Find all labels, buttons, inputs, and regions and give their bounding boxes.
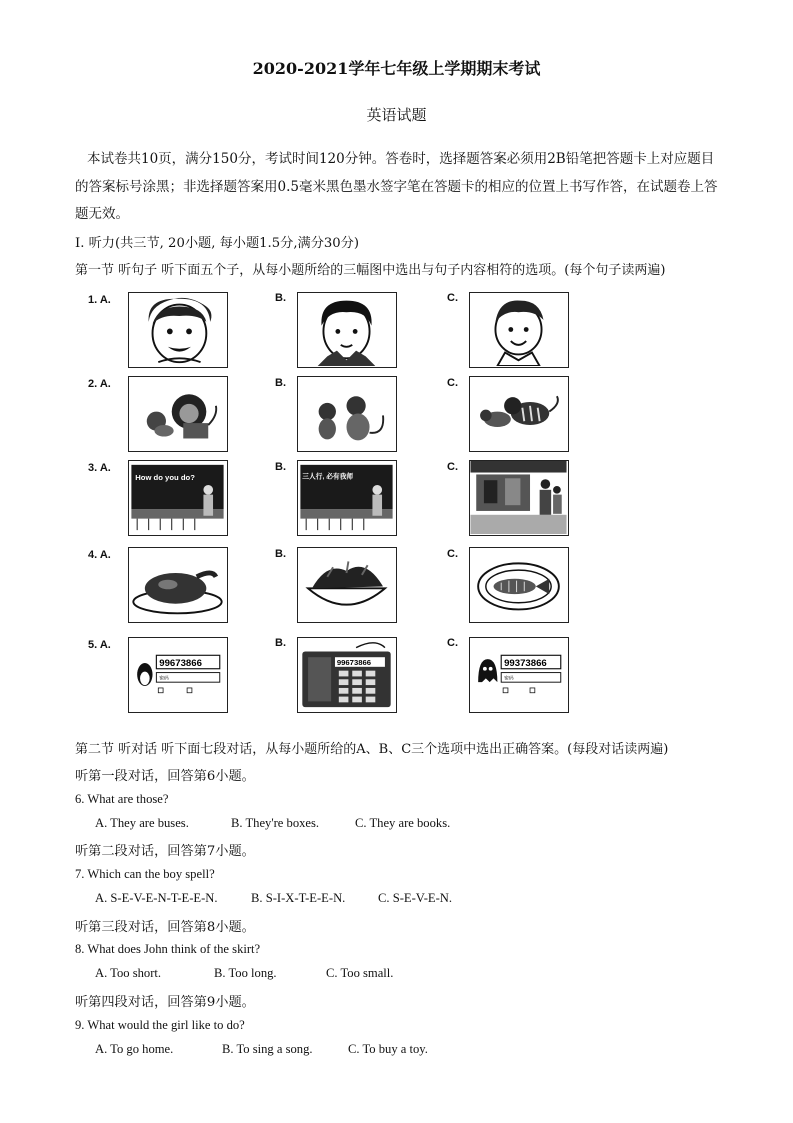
row4-label-b: B. <box>275 548 286 560</box>
q6-option-b[interactable]: B. They're boxes. <box>231 816 320 830</box>
question-6: 6. What are those? <box>75 792 169 806</box>
page-title: 2020-2021学年七年级上学期期末考试 <box>252 59 541 78</box>
row2-label-a: 2. A. <box>88 378 111 390</box>
question-7: 7. Which can the boy spell? <box>75 867 215 881</box>
part1-heading: I. 听力(共三节, 20小题, 每小题1.5分,满分30分) <box>75 236 360 251</box>
row3-label-c: C. <box>447 461 458 473</box>
password-c-label: 密码 <box>504 676 514 682</box>
q9-option-a[interactable]: A. To go home. <box>95 1042 174 1056</box>
exam-instructions: 本试卷共10页，满分150分，考试时间120分钟。答卷时，选择题答案必须用2B铅笔把答题卡上对应题目的答案标号涂黑；非选择题答案用0.5毫米黑色墨水签字笔在答题卡的相应的位置上书写作答，在试题卷上答题无效。 <box>75 151 718 222</box>
row1-label-a: 1. A. <box>88 294 111 306</box>
phone-b-number: 99673866 <box>336 657 372 667</box>
picture-2c-tigers <box>469 376 569 452</box>
picture-1c-collar-boy <box>469 292 569 368</box>
section2-heading: 第二节 听对话 听下面七段对话，从每小题所给的A、B、C三个选项中选出正确答案。(每段对话读两遍) <box>75 742 669 757</box>
picture-5c-qq-login-ghost <box>469 637 569 713</box>
phone-c-number: 99373866 <box>504 657 547 669</box>
row5-label-a: 5. A. <box>88 639 111 651</box>
row1-label-b: B. <box>275 292 286 304</box>
question-9: 9. What would the girl like to do? <box>75 1018 245 1032</box>
picture-5b-telephone <box>297 637 397 713</box>
row4-label-a: 4. A. <box>88 549 111 561</box>
dialog3-intro: 听第三段对话，回答第8小题。 <box>75 920 255 935</box>
picture-3a-english-blackboard <box>128 460 228 536</box>
board-a-text: How do you do? <box>135 473 195 483</box>
row1-label-c: C. <box>447 292 458 304</box>
page-subtitle: 英语试题 <box>366 106 427 124</box>
row3-label-a: 3. A. <box>88 462 111 474</box>
picture-4b-vegetable-bowl <box>297 547 397 623</box>
dialog1-intro: 听第一段对话，回答第6小题。 <box>75 769 255 784</box>
picture-1a-smiling-boy <box>128 292 228 368</box>
question-8: 8. What does John think of the skirt? <box>75 942 261 956</box>
picture-3b-chinese-blackboard <box>297 460 397 536</box>
row4-label-c: C. <box>447 548 458 560</box>
q6-option-c[interactable]: C. They are books. <box>355 816 451 830</box>
q8-option-a[interactable]: A. Too short. <box>95 966 162 980</box>
q8-option-b[interactable]: B. Too long. <box>214 966 277 980</box>
picture-3c-clothes-shop <box>469 460 569 536</box>
q6-option-a[interactable]: A. They are buses. <box>95 816 189 830</box>
board-b-text: 三人行, 必有我师 <box>302 473 354 481</box>
q7-option-b[interactable]: B. S-I-X-T-E-E-N. <box>251 891 346 905</box>
q8-option-c[interactable]: C. Too small. <box>326 966 394 980</box>
row5-label-c: C. <box>447 637 458 649</box>
picture-4c-fish-plate <box>469 547 569 623</box>
dialog2-intro: 听第二段对话，回答第7小题。 <box>75 844 255 859</box>
dialog4-intro: 听第四段对话，回答第9小题。 <box>75 995 255 1010</box>
picture-2b-monkeys <box>297 376 397 452</box>
picture-4a-roast-chicken <box>128 547 228 623</box>
q9-option-c[interactable]: C. To buy a toy. <box>348 1042 428 1056</box>
q9-option-b[interactable]: B. To sing a song. <box>222 1042 313 1056</box>
picture-2a-lions <box>128 376 228 452</box>
row5-label-b: B. <box>275 637 286 649</box>
row2-label-b: B. <box>275 377 286 389</box>
row3-label-b: B. <box>275 461 286 473</box>
phone-a-number: 99673866 <box>159 657 202 669</box>
password-a-label: 密码 <box>159 676 169 682</box>
q7-option-a[interactable]: A. S-E-V-E-N-T-E-E-N. <box>95 891 218 905</box>
picture-1b-dark-hair-boy <box>297 292 397 368</box>
row2-label-c: C. <box>447 377 458 389</box>
picture-5a-qq-login <box>128 637 228 713</box>
section1-heading: 第一节 听句子 听下面五个子，从每小题所给的三幅图中选出与句子内容相符的选项。(每个句子读两遍) <box>75 263 666 278</box>
q7-option-c[interactable]: C. S-E-V-E-N. <box>378 891 453 905</box>
